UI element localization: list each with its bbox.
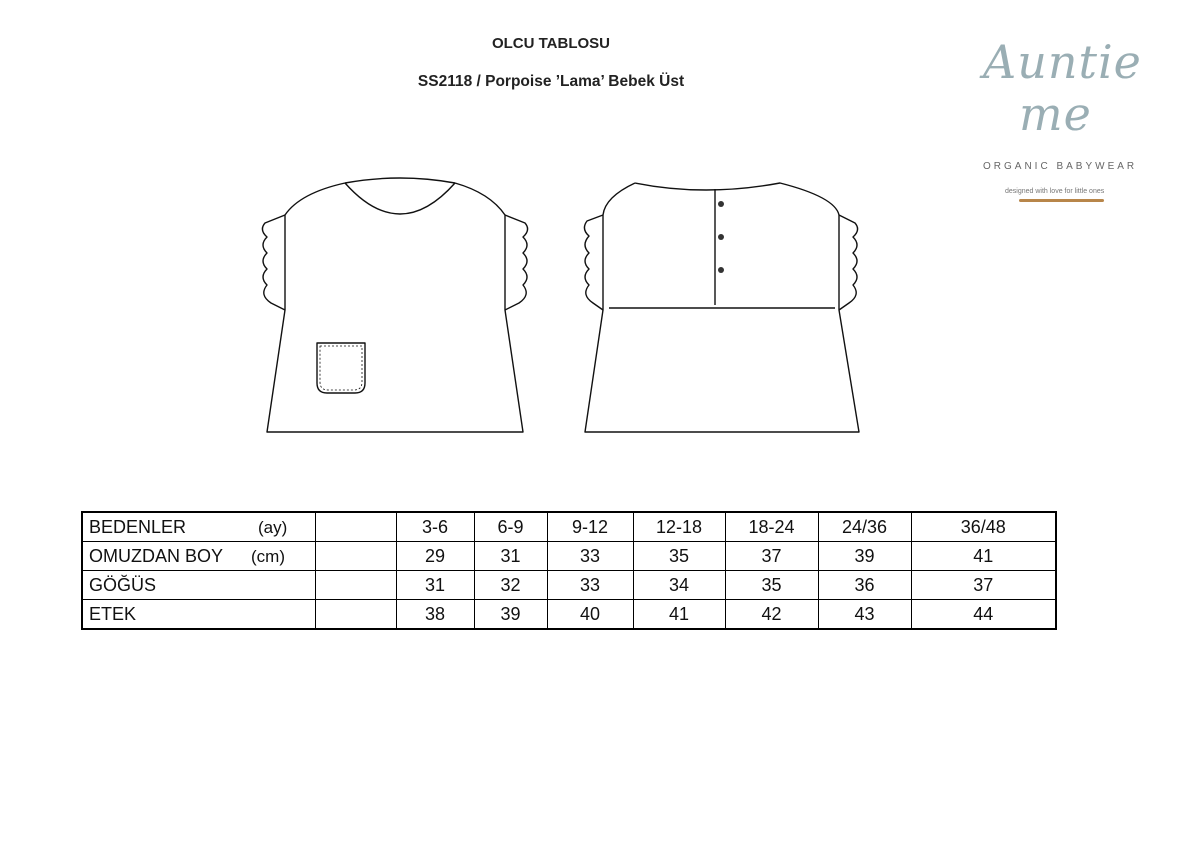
empty-cell — [315, 571, 396, 600]
table-row — [82, 600, 1056, 630]
value-cell: 42 — [725, 600, 818, 630]
empty-cell — [315, 512, 396, 542]
row-label-cell — [82, 600, 315, 630]
value-cell: 41 — [911, 542, 1056, 571]
value-cell: 41 — [633, 600, 725, 630]
value-cell: 34 — [633, 571, 725, 600]
row-label: BEDENLER — [89, 516, 187, 537]
value-cell: 31 — [396, 571, 474, 600]
value-cell: 36 — [818, 571, 911, 600]
empty-cell — [315, 542, 396, 571]
row-label-cell — [82, 542, 315, 571]
value-cell: 35 — [633, 542, 725, 571]
logo-underline — [1019, 199, 1104, 202]
row-unit: (ay) — [258, 518, 288, 537]
page-title: OLCU TABLOSU — [491, 35, 611, 52]
table-row — [82, 512, 1056, 542]
row-label: OMUZDAN BOY — [89, 545, 224, 566]
button-3 — [718, 267, 724, 273]
brand-logo — [975, 35, 1145, 210]
value-cell: 6-9 — [474, 512, 547, 542]
value-cell: 39 — [474, 600, 547, 630]
logo-word-me: me — [1019, 87, 1092, 141]
value-cell: 33 — [547, 571, 633, 600]
product-subtitle: SS2118 / Porpoise ’Lama’ Bebek Üst — [417, 73, 685, 90]
value-cell: 37 — [725, 542, 818, 571]
button-1 — [718, 201, 724, 207]
value-cell: 38 — [396, 600, 474, 630]
row-label: ETEK — [89, 603, 137, 624]
value-cell: 39 — [818, 542, 911, 571]
row-unit: (cm) — [251, 547, 285, 566]
value-cell: 36/48 — [911, 512, 1056, 542]
table-row — [82, 542, 1056, 571]
value-cell: 33 — [547, 542, 633, 571]
value-cell: 3-6 — [396, 512, 474, 542]
row-label-cell — [82, 512, 315, 542]
garment-back-drawing — [575, 175, 870, 440]
empty-cell — [315, 600, 396, 630]
garment-front-drawing — [255, 175, 545, 440]
value-cell: 37 — [911, 571, 1056, 600]
value-cell: 44 — [911, 600, 1056, 630]
value-cell: 12-18 — [633, 512, 725, 542]
value-cell: 35 — [725, 571, 818, 600]
value-cell: 40 — [547, 600, 633, 630]
logo-word-auntie: Auntie — [983, 35, 1142, 89]
value-cell: 18-24 — [725, 512, 818, 542]
table-row — [82, 571, 1056, 600]
logo-tagline: ORGANIC BABYWEAR — [983, 161, 1138, 172]
value-cell: 31 — [474, 542, 547, 571]
value-cell: 43 — [818, 600, 911, 630]
row-label-cell — [82, 571, 315, 600]
logo-small-text: designed with love for little ones — [1005, 188, 1105, 195]
value-cell: 29 — [396, 542, 474, 571]
value-cell: 9-12 — [547, 512, 633, 542]
value-cell: 24/36 — [818, 512, 911, 542]
button-2 — [718, 234, 724, 240]
value-cell: 32 — [474, 571, 547, 600]
row-label: GÖĞÜS — [89, 574, 157, 595]
size-chart-table — [81, 511, 1057, 630]
